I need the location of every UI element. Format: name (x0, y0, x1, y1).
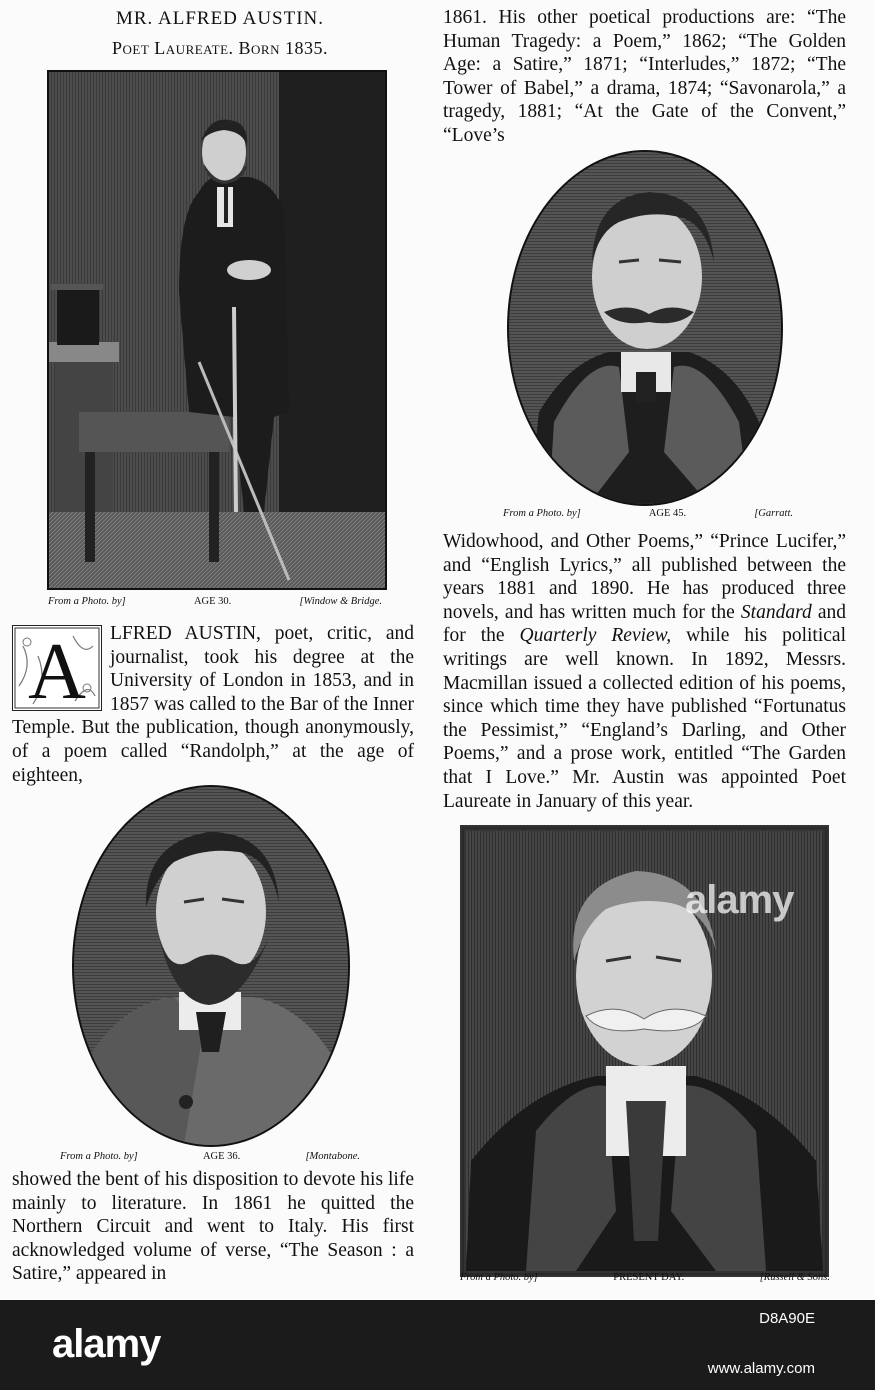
body-paragraph-4 (443, 530, 846, 813)
caption-source: From a Photo. by] (503, 508, 581, 519)
dropcap-letter: A (28, 628, 86, 710)
paragraph-text: LFRED AUSTIN, poet, critic, and journalist, took his degree at the University of London in 1853, and in 1857 was called to the Bar of the Inner Temple. But the publication, though anonymously, of a poem called “Randolph,” at the age of eighteen, (12, 623, 414, 786)
ornament-vine-icon (13, 626, 101, 710)
caption-age: AGE 30. (193, 596, 232, 607)
caption-photographer: [Montabone. (305, 1151, 360, 1162)
watermark: alamy (685, 878, 794, 922)
stock-image-id: D8A90E (759, 1310, 815, 1327)
caption-age-30 (48, 596, 382, 607)
portrait-age-30 (47, 70, 387, 590)
caption-source: From a Photo. by] (48, 596, 126, 607)
paragraph-text: 1861. His other poetical productions are: “The Human Tragedy: a Poem,” 1862; “The Golden Age: a Satire,” 1871; “Interludes,” 1872; “The Tower of Babel,” a drama, 1874; “Savonarola,” a tragedy, 1881; “At the Gate of the Convent,” “Love’s (443, 7, 846, 146)
paragraph-text: showed the bent of his disposition to devote his life mainly to literature. In 1861 he quitted the Northern Circuit and went to Italy. His first acknowledged volume of verse, “The Season : a Satire,” appeared in (12, 1169, 414, 1285)
standard-title: Standard (740, 601, 812, 623)
caption-age: PRESENT DAY. (613, 1272, 685, 1283)
caption-source: From a Photo. by] (60, 1151, 138, 1162)
caption-photographer: [Garratt. (754, 508, 793, 519)
article-title: MR. ALFRED AUSTIN. (115, 8, 325, 29)
body-paragraph-3 (443, 6, 846, 148)
paragraph-text: Widowhood, and Other Poems,” “Prince Lucifer,” and “English Lyrics,” all published between the years 1881 and 1890. He has produced three novels, and has written much for the Standard and for the Quarterly Review, while his political writings are well known. In 1892, Messrs. Macmillan issued a collected edition of his poems, since which time they have published “Fortunatus the Pessimist,” “England’s Darling, and Other Poems,” and a prose work, entitled “The Garden that I Love.” Mr. Austin was appointed Poet Laureate in January of this year. (443, 531, 846, 812)
caption-age: AGE 36. (202, 1151, 241, 1162)
alamy-logo: alamy (52, 1322, 161, 1366)
caption-age-45 (503, 508, 793, 519)
engraving-oval-36 (74, 787, 348, 1145)
dropcap-ornament (12, 625, 102, 711)
caption-photographer: [Window & Bridge. (299, 596, 382, 607)
caption-photographer: [Russell & Sons. (759, 1272, 830, 1283)
body-paragraph-1 (12, 622, 414, 787)
caption-age: AGE 45. (648, 508, 687, 519)
engraving-oval-45 (509, 152, 781, 504)
caption-source: From a Photo. by] (460, 1272, 538, 1283)
quarterly-review-title: Quarterly Review, (519, 625, 672, 647)
portrait-age-36 (72, 785, 350, 1147)
engraving-full-length (49, 72, 385, 588)
caption-present-day (460, 1272, 830, 1283)
stock-footer (0, 1300, 875, 1390)
stock-url[interactable]: www.alamy.com (707, 1360, 815, 1377)
caption-age-36 (60, 1151, 360, 1162)
article-subtitle: Poet Laureate. Born 1835. (112, 38, 328, 58)
body-paragraph-2 (12, 1168, 414, 1286)
portrait-age-45 (507, 150, 783, 506)
